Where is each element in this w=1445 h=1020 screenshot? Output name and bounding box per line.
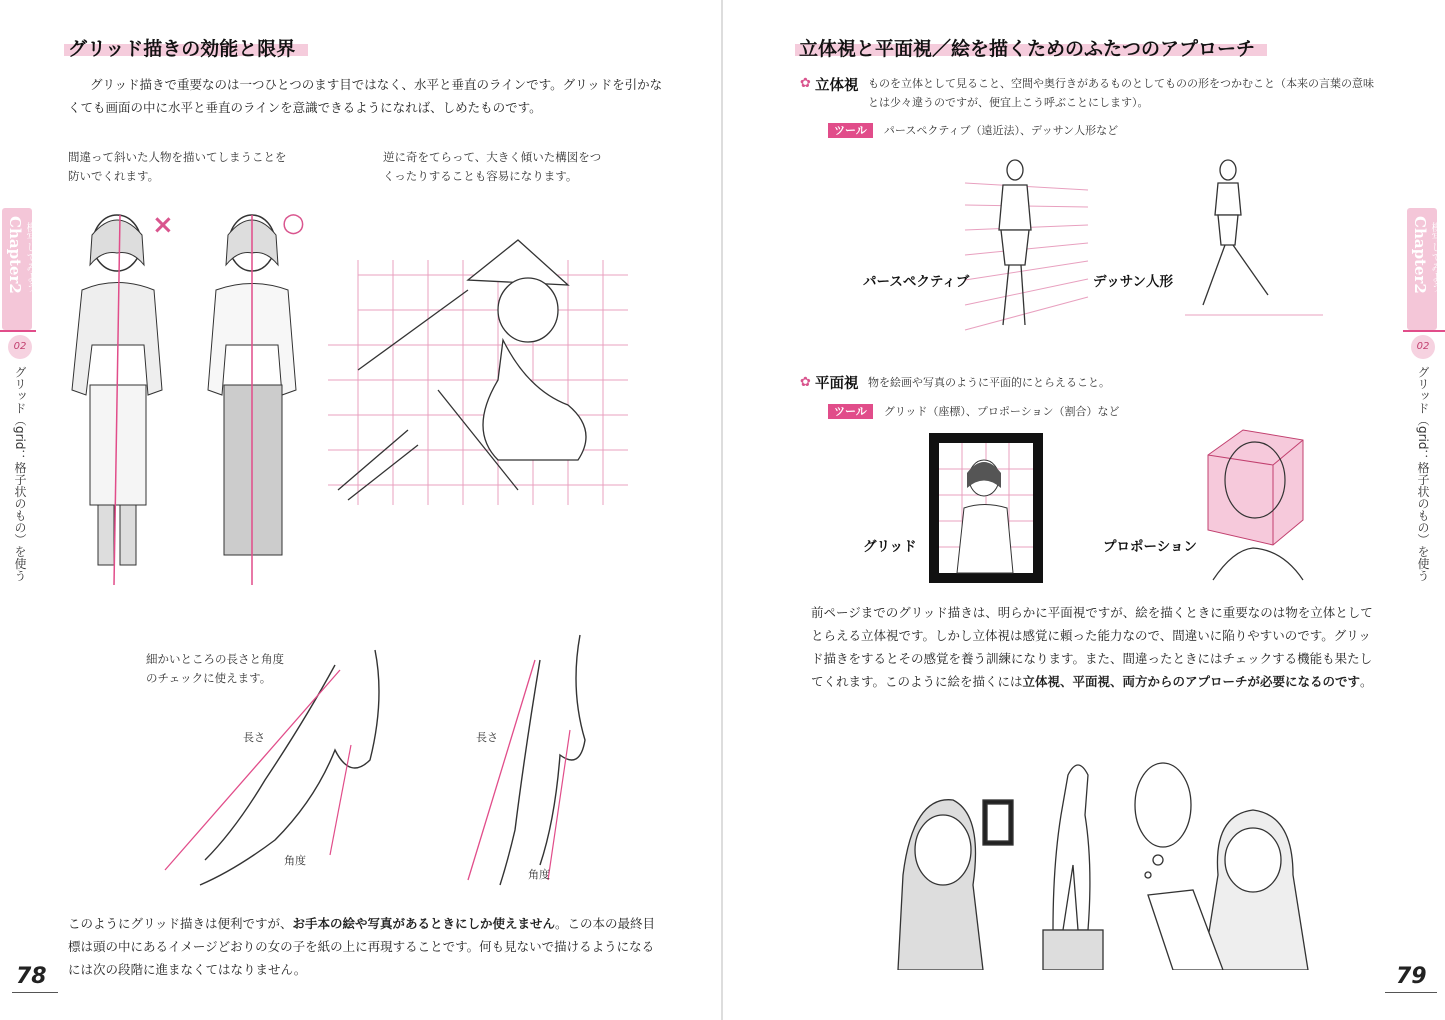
tool-text-1: パースペクティブ（遠近法）、デッサン人形など <box>883 124 1119 137</box>
tool-row-2 <box>828 400 1120 419</box>
outro-text-1: このようにグリッド描きは便利ですが、 <box>68 916 293 931</box>
label-length-2: 長さ <box>476 731 498 744</box>
perspective-dessin-sketch <box>963 155 1333 345</box>
side-text-left: グリッド（grid：格子状のもの）を使う <box>13 366 27 582</box>
body-text-end: 。 <box>1360 674 1373 689</box>
page-number-left: 78 <box>16 964 47 989</box>
caption-small: 細かいところの長さと角度のチェックに使えます。 <box>146 652 284 685</box>
tab-rule-left <box>0 330 36 332</box>
rittai-desc: ものを立体として見ること、空間や奥行きがあるものとしてものの形をつかむこと（本来の言葉の意味とは少々違うのですが、便宜上こう呼ぶことにします）。 <box>868 77 1374 109</box>
body-text-1: 前ページまでのグリッド描きは、明らかに平面視ですが、絵を描くときに重要なのは物を立体としてとらえる立体視です。しかし立体視は感覚に頼った能力なので、間違いに陥りやすいのです。グリッド描きをするとその感覚を養う訓練になります。また、間違ったときにはチェックする機能も果たしてくれます。このように絵を描くには <box>811 605 1373 689</box>
drawing-scene-sketch <box>893 755 1313 970</box>
chapter-tab-sub: 模写してみよう <box>1429 222 1440 292</box>
right-body <box>811 601 1377 693</box>
chapter-tab-label: Chapter2 <box>1411 216 1429 294</box>
page-number-right: 79 <box>1396 964 1427 989</box>
caption-left: 間違って斜いた人物を描いてしまうことを防いでくれます。 <box>68 150 287 183</box>
wrong-mark: × <box>152 210 174 240</box>
page-number-rule-left <box>12 992 58 993</box>
right-page <box>723 0 1445 1020</box>
outro-bold: お手本の絵や写真があるときにしか使えません <box>292 916 556 931</box>
section-number-right: 02 <box>1411 335 1435 359</box>
standing-girl-upright-sketch <box>200 205 305 590</box>
chapter-tab-label: Chapter2 <box>6 216 24 294</box>
caption-right: 逆に奇をてらって、大きく傾いた構図をつくったりすることも容易になります。 <box>383 150 602 183</box>
label-angle-1: 角度 <box>284 854 306 867</box>
tab-rule-right <box>1403 330 1445 332</box>
chapter-tab-sub: 模写してみよう <box>24 222 35 292</box>
label-proportion: プロポーション <box>1103 539 1197 555</box>
proportion-cube-sketch <box>1203 420 1313 590</box>
right-mark: ○ <box>282 208 305 238</box>
heimen-desc: 物を絵画や写真のように平面的にとらえること。 <box>868 376 1110 389</box>
arm-length-sketch-1 <box>155 640 405 900</box>
page-number-rule-right <box>1385 992 1437 993</box>
grid-portrait-frame <box>929 433 1043 583</box>
label-length-1: 長さ <box>243 731 265 744</box>
section-number-left: 02 <box>8 335 32 359</box>
body-bold: 立体視、平面視、両方からのアプローチが必要になるのです <box>1022 674 1361 689</box>
standing-girl-tilted-sketch <box>62 205 172 590</box>
label-angle-2: 角度 <box>528 868 550 881</box>
right-heading: 立体視と平面視／絵を描くためのふたつのアプローチ <box>799 38 1256 60</box>
tool-row-1 <box>828 119 1118 138</box>
left-heading: グリッド描きの効能と限界 <box>68 38 296 60</box>
heimen-title: 平面視 <box>815 376 859 392</box>
flower-icon: ✿ <box>800 375 811 390</box>
label-perspective: パースペクティブ <box>863 274 970 290</box>
label-dessin: デッサン人形 <box>1093 274 1174 290</box>
tool-text-2: グリッド（座標）、プロポーション（割合）など <box>883 405 1120 418</box>
label-grid: グリッド <box>863 539 917 555</box>
tool-badge-2: ツール <box>828 404 873 419</box>
witch-grid-sketch <box>318 230 648 510</box>
arm-length-sketch-2 <box>460 630 610 900</box>
outro-text-2: 。この本の最終目標は頭の中にあるイメージどおりの女の子を紙の上に再現することです。何も見ないで描けるようになるには次の段階に進まなくてはなりません。 <box>68 916 656 977</box>
left-page <box>0 0 722 1020</box>
side-text-right: グリッド（grid：格子状のもの）を使う <box>1416 366 1430 582</box>
left-outro <box>68 912 660 981</box>
tool-badge-1: ツール <box>828 123 873 138</box>
flower-icon: ✿ <box>800 76 811 91</box>
left-intro: グリッド描きで重要なのは一つひとつのます目ではなく、水平と垂直のラインです。グリッドを引かなくても画面の中に水平と垂直のラインを意識できるようになれば、しめたものです。 <box>68 77 663 115</box>
rittai-title: 立体視 <box>815 78 859 94</box>
